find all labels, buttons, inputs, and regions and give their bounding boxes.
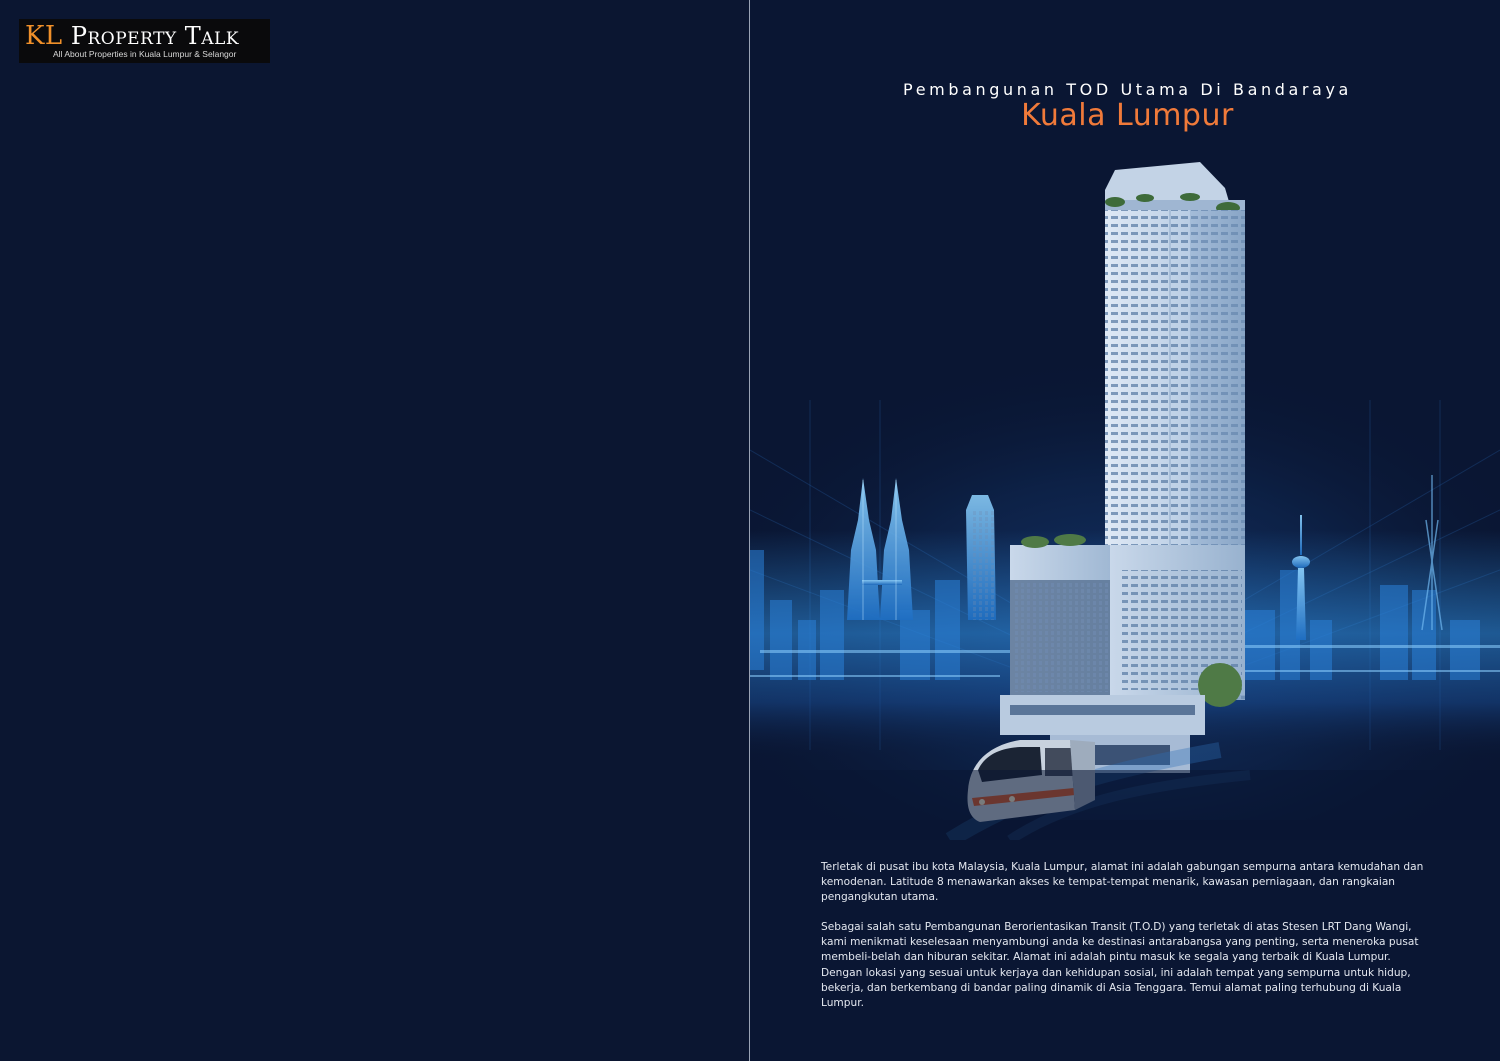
tower-skyline-illustration	[750, 150, 1500, 840]
logo-kl: KL	[25, 21, 63, 51]
body-paragraph-1: Terletak di pusat ibu kota Malaysia, Kuala Lumpur, alamat ini adalah gabungan sempurna antara kemudahan dan kemodenan. Latitude 8 menawarkan akses ke tempat-tempat menarik, kawasan perniagaan, dan rangkaian pengangkutan utama.	[821, 861, 1424, 904]
kl-property-talk-logo	[19, 19, 270, 63]
headline-line2: Kuala Lumpur	[1021, 98, 1234, 133]
body-copy	[821, 860, 1431, 1026]
body-paragraph-2: Sebagai salah satu Pembangunan Berorientasikan Transit (T.O.D) yang terletak di atas Stesen LRT Dang Wangi, kami menikmati keselesaan menyambungi anda ke destinasi antarabangsa yang penting, serta meneroka pusat membeli-belah dan hiburan sekitar. Alamat ini adalah pintu masuk ke segala yang terbaik di Kuala Lumpur. Dengan lokasi yang sesuai untuk kerjaya dan kehidupan sosial, ini adalah tempat yang sempurna untuk hidup, bekerja, dan berkembang di bandar paling dinamik di Asia Tenggara. Temui alamat paling terhubung di Kuala Lumpur.	[821, 921, 1419, 1009]
logo-name: Property Talk	[70, 22, 240, 50]
headline-line1: Pembangunan TOD Utama Di Bandaraya	[903, 80, 1352, 99]
logo-title	[25, 21, 239, 51]
right-page	[750, 0, 1500, 1061]
logo-tagline: All About Properties in Kuala Lumpur & Selangor	[53, 49, 237, 59]
left-page	[0, 0, 749, 1061]
